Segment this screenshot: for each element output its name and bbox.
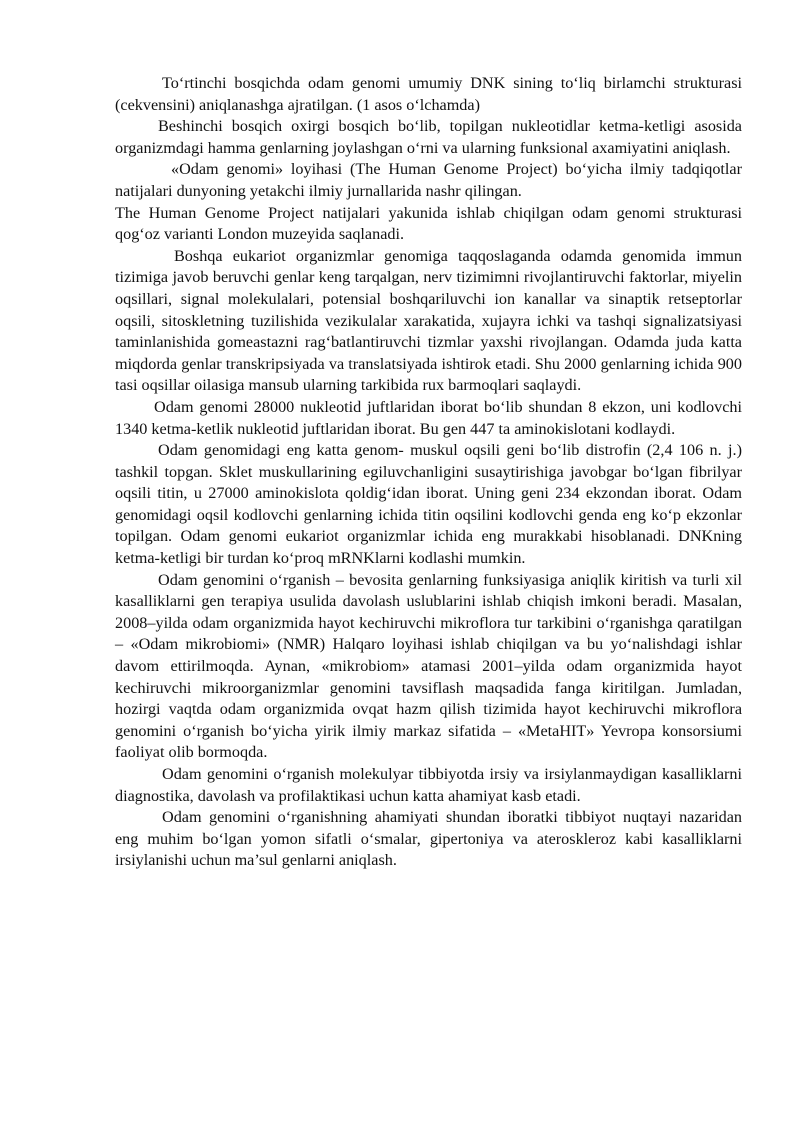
paragraph-london-museum: The Human Genome Project natijalari yakunida ishlab chiqilgan odam genomi strukturasi qog‘oz varianti London muzeyida saqlanadi. [115,203,742,244]
document-page [115,73,742,872]
paragraph-molecular-medicine: Odam genomini o‘rganish molekulyar tibbiyotda irsiy va irsiylanmaydigan kasalliklarni diagnostika, davolash va profilaktikasi uchun katta ahamiyat kasb etadi. [115,765,742,805]
paragraph-stage-four: To‘rtinchi bosqichda odam genomi umumiy DNK sining to‘liq birlamchi strukturasi (cekvensini) aniqlanashga ajratilgan. (1 asos o‘lchamda) [115,74,742,114]
paragraph-nucleotide-pairs: Odam genomi 28000 nukleotid juftlaridan iborat bo‘lib shundan 8 ekzon, uni kodlovchi 1340 ketma-ketlik nukleotid juftlaridan iborat. Bu gen 447 ta aminokislotani kodlaydi. [115,397,742,438]
paragraph-largest-gene: Odam genomidagi eng katta genom- muskul oqsili geni bo‘lib distrofin (2,4 106 n. j.) tashkil topgan. Sklet muskullarining egiluvchanligini susaytirishiga javobgar bo‘lgan fibrilyar oqsili titin, u 27000 aminokislota qoldig‘idan iborat. Uning geni 234 ekzondan iborat. Odam genomidagi oqsil kodlovchi genlarning ichida titin oqsilini kodlovchi genda eng ko‘p ekzonlar topilgan. Odam genomi eukariot organizmlar ichida eng murakkabi hisoblanadi. DNKning ketma-ketligi bir turdan ko‘proq mRNKlarni kodlashi mumkin. [115,441,742,568]
paragraph-significance: Odam genomini o‘rganishning ahamiyati shundan iboratki tibbiyot nuqtayi nazaridan eng muhim bo‘lgan yomon sifatli o‘smalar, gipertoniya va ateroskleroz kabi kasalliklarni irsiylanishi uchun ma’sul genlarni aniqlash. [115,808,742,870]
paragraph-eukaryote-comparison: Boshqa eukariot organizmlar genomiga taqqoslaganda odamda genomida immun tizimiga javob beruvchi genlar keng tarqalgan, nerv tizimimni rivojlantiruvchi faktorlar, miyelin oqsillari, signal molekulalari, potensial boshqariluvchi ion kanallar va sinaptik retseptorlar oqsili, sitoskletning tuzilishida vezikulalar xarakatida, xujayra ichki va tashqi signalizatsiyasi taminlanishida gomeastazni rag‘batlantiruvchi tizmlar yaxshi rivojlangan. Odamda juda katta miqdorda genlar transkripsiyada va translatsiyada ishtirok etadi. Shu 2000 genlarning ichida 900 tasi oqsillar oilasiga mansub ularning tarkibida rux barmoqlari saqlaydi. [115,246,742,395]
paragraph-project-publications: «Odam genomi» loyihasi (The Human Genome Project) bo‘yicha ilmiy tadqiqotlar natijalari dunyoning yetakchi ilmiy jurnallarida nashr qilingan. [115,160,742,200]
paragraph-genome-study: Odam genomini o‘rganish – bevosita genlarning funksiyasiga aniqlik kiritish va turli xil kasalliklarni gen terapiya usulida davolash uslublarini ishlab chiqish imkoni beradi. Masalan, 2008–yilda odam organizmida hayot kechiruvchi mikroflora tur tarkibini o‘rganishga qaratilgan – «Odam mikrobiomi» (NMR) Halqaro loyihasi ishlab chiqilgan va bu yo‘nalishdagi ishlar davom ettirilmoqda. Aynan, «mikrobiom» atamasi 2001–yilda odam organizmida hayot kechiruvchi mikroorganizmlar genomini tavsiflash maqsadida fanga kiritilgan. Jumladan, hozirgi vaqtda odam organizmida ovqat hazm qilish tizimida hayot kechiruvchi mikroflora genomini o‘rganish bo‘yicha yirik ilmiy markaz sifatida – «MetaHIT» Yevropa konsorsiumi faoliyat olib bormoqda. [115,570,742,762]
paragraph-stage-five: Beshinchi bosqich oxirgi bosqich bo‘lib, topilgan nukleotidlar ketma-ketligi asosida organizmdagi hamma genlarning joylashgan o‘rni va ularning funksional axamiyatini aniqlash. [115,117,742,157]
